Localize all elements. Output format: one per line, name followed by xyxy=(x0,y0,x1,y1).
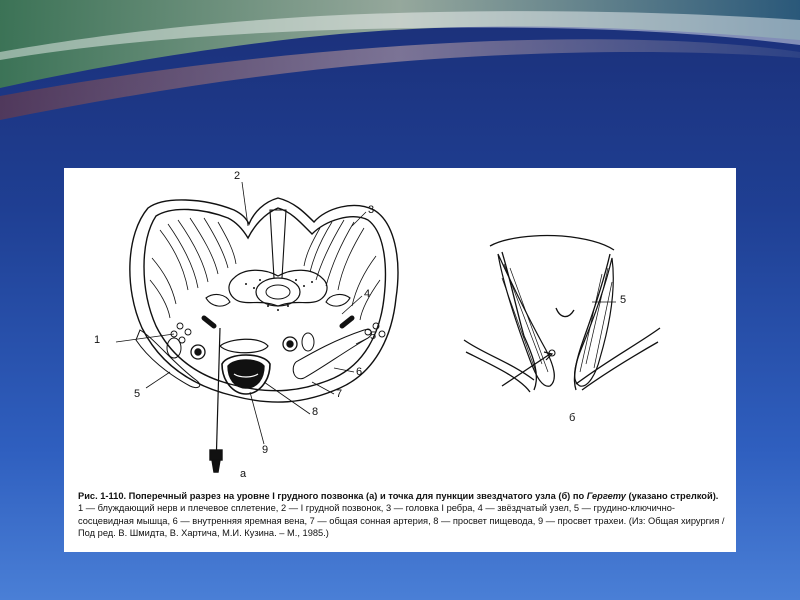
label-8: 8 xyxy=(312,406,319,418)
label-b-5: 5 xyxy=(620,294,627,306)
figure-caption xyxy=(78,490,726,539)
label-7: 7 xyxy=(336,388,343,400)
header-wave-decoration xyxy=(0,0,800,160)
label-9: 9 xyxy=(262,444,269,456)
cross-section-drawing xyxy=(116,182,398,472)
label-4: 4 xyxy=(364,288,371,300)
neck-drawing xyxy=(464,235,660,392)
caption-title: Рис. 1-110. Поперечный разрез на уровне I грудного позвонка (а) и точка для пункции звездчатого узла (б) по xyxy=(78,491,587,501)
label-1: 1 xyxy=(94,334,101,346)
anatomy-figure-panel xyxy=(64,168,736,552)
label-5-left: 5 xyxy=(134,388,141,400)
label-a: а xyxy=(240,468,247,480)
caption-title-end: (указано стрелкой). xyxy=(628,491,719,501)
label-2: 2 xyxy=(234,170,241,182)
caption-body: 1 — блуждающий нерв и плечевое сплетение, 2 — I грудной позвонок, 3 — головка I ребра, 4 — звёздчатый узел, 5 — грудино-ключично-сосцевидная мышца, 6 — внутренняя яремная вена, 7 — общая сонная артерия, 8 — просвет пищевода, 9 — просвет трахеи. (Из: Общая хирургия / Под ред. В. Шмидта, В. Хартича, М.И. Кузина. – М., 1985.) xyxy=(78,503,725,538)
anatomy-illustration xyxy=(64,168,736,486)
label-b: б xyxy=(569,412,576,424)
label-6: 6 xyxy=(356,366,363,378)
caption-title-name: Гергету xyxy=(586,491,626,501)
label-5-right: 5 xyxy=(370,330,377,342)
label-3: 3 xyxy=(368,204,375,216)
